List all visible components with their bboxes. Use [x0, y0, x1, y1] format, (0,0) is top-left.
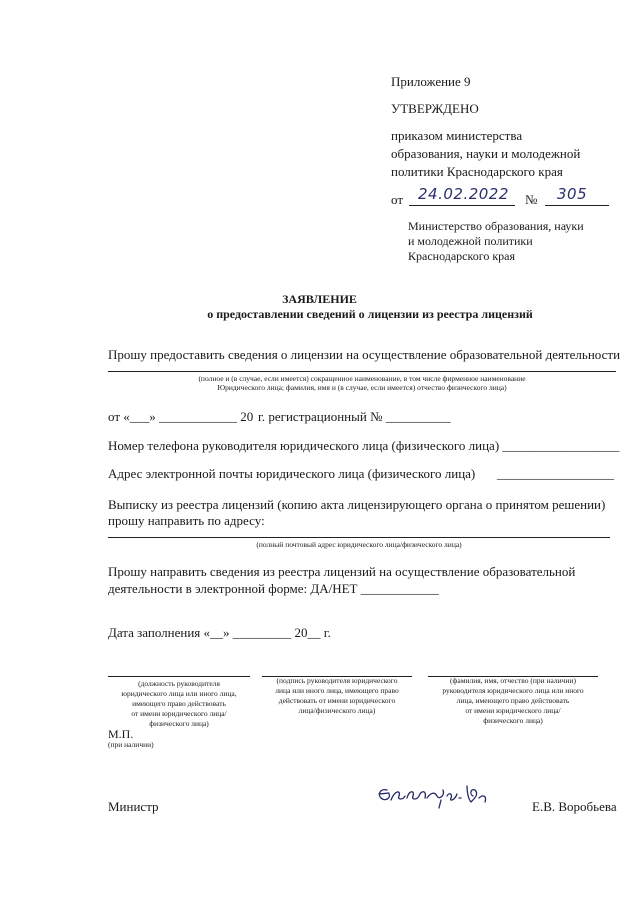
order-from-label: от: [391, 192, 404, 207]
position-hint-line: от имени юридического лица/: [131, 709, 227, 718]
email-label: Адрес электронной почты юридического лица (физического лица): [108, 466, 476, 481]
order-line-1: приказом министерства: [391, 128, 523, 143]
position-hint-line: физического лица): [149, 719, 209, 728]
applicant-name-field[interactable]: [108, 371, 616, 372]
electronic-form-choice[interactable]: деятельности в электронной форме: ДА/НЕТ ____________: [108, 581, 439, 596]
fill-date-field[interactable]: Дата заполнения «__» _________ 20__ г.: [108, 625, 331, 640]
stamp-label: М.П.: [108, 727, 134, 741]
registration-number-field[interactable]: г. регистрационный № __________: [258, 409, 451, 424]
license-date-line[interactable]: [108, 408, 253, 425]
extract-line-2: прошу направить по адресу:: [108, 513, 265, 528]
stamp-hint: (при наличии): [108, 740, 154, 749]
full-name-hint-line: (фамилия, имя, отчество (при наличии): [450, 676, 576, 685]
order-number-handwritten: 305: [557, 185, 588, 203]
document-subtitle: о предоставлении сведений о лицензии из реестра лицензий: [207, 307, 533, 321]
license-date-day[interactable]: ___: [129, 409, 150, 424]
order-number-line: [545, 205, 609, 206]
applicant-name-hint-1: (полное и (в случае, если имеется) сокращенное наименование, в том числе фирменное наименование: [198, 374, 526, 383]
signature-hint-line: (подпись руководителя юридического: [276, 676, 398, 685]
full-name-hint-line: от имени юридического лица/: [465, 706, 561, 715]
position-hint: [102, 679, 256, 729]
full-name-hint-line: руководителя юридического лица или иного: [442, 686, 584, 695]
order-date-handwritten: 24.02.2022: [418, 185, 509, 203]
signature-hint-line: действовать от имени юридического: [278, 696, 396, 705]
full-name-hint: [425, 676, 601, 726]
full-name-hint-line: физического лица): [483, 716, 543, 725]
signature-hint-line: лица/физического лица): [298, 706, 376, 715]
applicant-name-hint-2: Юридического лица; фамилия, имя и (в случае, если имеется) отчество физического лица): [217, 383, 507, 392]
position-hint-line: имеющего право действовать: [132, 699, 226, 708]
minister-signature: [375, 776, 495, 812]
order-date-line: [409, 205, 515, 206]
position-hint-line: (должность руководителя: [138, 679, 220, 688]
position-hint-line: юридического лица или иного лица,: [121, 689, 237, 698]
approved-label: УТВЕРЖДЕНО: [391, 101, 479, 116]
order-line-3: политики Краснодарского края: [391, 164, 563, 179]
full-name-hint-line: лица, имеющего право действовать: [456, 696, 570, 705]
appendix-label: Приложение 9: [391, 74, 471, 89]
signature-hint-line: лица или иного лица, имеющего право: [275, 686, 399, 695]
signature-hint: [258, 676, 416, 716]
position-field[interactable]: [108, 676, 250, 677]
phone-field[interactable]: Номер телефона руководителя юридического лица (физического лица) __________________: [108, 438, 620, 453]
addressee-line-1: Министерство образования, науки: [408, 219, 584, 233]
electronic-line-1: Прошу направить сведения из реестра лицензий на осуществление образовательной: [108, 564, 576, 579]
postal-address-hint: (полный почтовый адрес юридического лица/физического лица): [256, 540, 462, 549]
minister-name: Е.В. Воробьева: [532, 799, 617, 814]
order-line-2: образования, науки и молодежной: [391, 146, 581, 161]
license-date-prefix: от «: [108, 409, 130, 424]
email-field[interactable]: __________________: [497, 466, 614, 481]
request-text: Прошу предоставить сведения о лицензии на осуществление образовательной деятельности: [108, 347, 621, 362]
license-date-suffix: » ____________ 20: [149, 409, 254, 424]
addressee-line-2: и молодежной политики: [408, 234, 533, 248]
minister-position: Министр: [108, 799, 159, 814]
addressee-line-3: Краснодарского края: [408, 249, 516, 263]
order-number-label: №: [525, 192, 538, 207]
postal-address-field[interactable]: [108, 537, 610, 538]
extract-line-1: Выписку из реестра лицензий (копию акта лицензирующего органа о принятом решении): [108, 497, 606, 512]
document-title: ЗАЯВЛЕНИЕ: [282, 292, 357, 306]
